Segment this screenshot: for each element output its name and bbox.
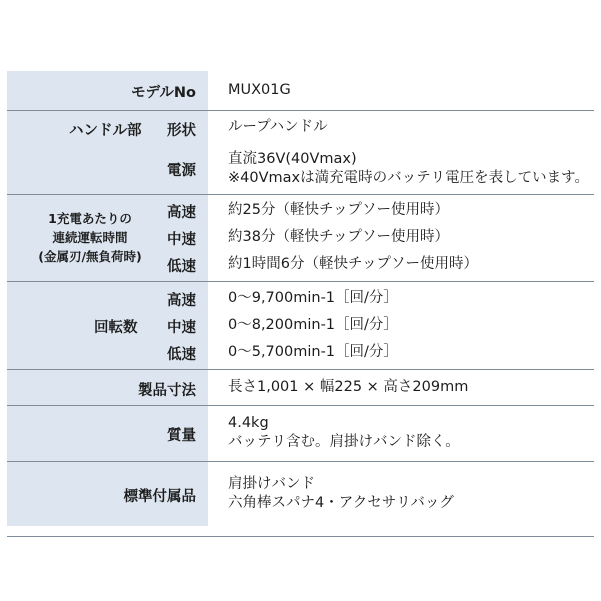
- runtime-label-line1: 1充電あたりの: [48, 210, 132, 226]
- runtime-label: [25, 209, 155, 266]
- rpm-sub-mid: 中速: [167, 319, 196, 336]
- mass-value: [208, 405, 594, 461]
- runtime-label-cell: [7, 194, 208, 281]
- power-sub-label: 電源: [167, 163, 196, 179]
- rpm-value-high: 0～9,700min-1［回/分］: [228, 289, 398, 306]
- runtime-row: [7, 194, 594, 281]
- handle-label: ハンドル部: [69, 122, 142, 139]
- rpm-label-cell: [7, 281, 208, 369]
- rpm-row: [7, 281, 594, 369]
- table-bottom-rule: [7, 536, 594, 537]
- runtime-sub-low: 低速: [167, 258, 196, 275]
- rpm-value-mid: 0～8,200min-1［回/分］: [228, 316, 398, 333]
- dims-value: 長さ1,001 × 幅225 × 高さ209mm: [208, 369, 594, 405]
- model-row: [7, 71, 594, 110]
- runtime-value-mid: 約38分（軽快チップソー使用時）: [228, 229, 450, 245]
- mass-label-cell: [7, 405, 208, 461]
- rpm-sub-high: 高速: [167, 292, 196, 309]
- accessories-row: [7, 461, 594, 526]
- rpm-values: [208, 281, 594, 369]
- accessories-label: 標準付属品: [123, 488, 196, 505]
- rpm-value-low: 0～5,700min-1［回/分］: [228, 343, 398, 360]
- runtime-label-line3: (金属刃/無負荷時): [38, 248, 142, 264]
- runtime-value-high: 約25分（軽快チップソー使用時）: [228, 202, 450, 218]
- accessories-value: [208, 461, 594, 526]
- rpm-sub-low: 低速: [167, 346, 196, 363]
- runtime-sub-high: 高速: [167, 204, 196, 221]
- power-value-line1: 直流36V(40Vmax): [228, 150, 357, 167]
- runtime-label-line2: 連続運転時間: [52, 229, 128, 245]
- runtime-sub-mid: 中速: [167, 231, 196, 248]
- handle-label-cell: [7, 110, 208, 144]
- handle-row: [7, 110, 594, 144]
- runtime-value-low: 約1時間6分（軽快チップソー使用時）: [228, 256, 479, 272]
- model-label-cell: [7, 71, 208, 110]
- mass-value-line2: バッテリ含む。肩掛けバンド除く。: [228, 434, 460, 450]
- power-value: [208, 144, 594, 194]
- model-label: モデルNo: [131, 85, 196, 101]
- mass-row: [7, 405, 594, 461]
- power-row: [7, 144, 594, 194]
- accessories-value-line1: 肩掛けバンド: [228, 475, 315, 492]
- spec-table: [7, 71, 594, 526]
- handle-value: ループハンドル: [208, 110, 594, 144]
- accessories-label-cell: [7, 461, 208, 526]
- runtime-values: [208, 194, 594, 281]
- handle-sub-label: 形状: [167, 122, 196, 139]
- dims-row: [7, 369, 594, 405]
- dims-label: 製品寸法: [138, 382, 196, 399]
- rpm-label: 回転数: [94, 319, 138, 336]
- mass-value-line1: 4.4kg: [228, 415, 269, 431]
- dims-label-cell: [7, 369, 208, 405]
- power-value-line2: ※40Vmaxは満充電時のバッテリ電圧を表しています。: [228, 169, 589, 186]
- power-label-cell: [7, 144, 208, 194]
- mass-label: 質量: [167, 427, 196, 444]
- model-value: MUX01G: [208, 71, 594, 110]
- accessories-value-line2: 六角棒スパナ4・アクセサリバッグ: [228, 494, 454, 511]
